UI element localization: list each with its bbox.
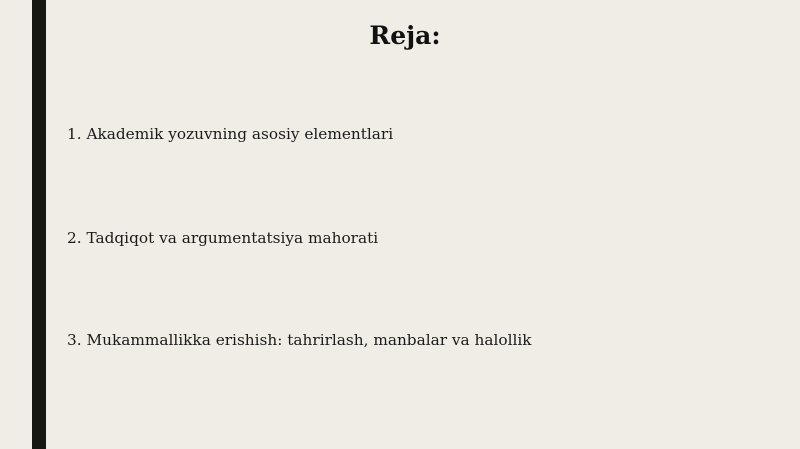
- plan-item-3: 3. Mukammallikka erishish: tahrirlash, manbalar va halollik: [67, 331, 532, 349]
- plan-item-1: 1. Akademik yozuvning asosiy elementlari: [67, 125, 394, 143]
- slide-title: Reja:: [369, 21, 441, 50]
- left-accent-bar: [32, 0, 46, 449]
- plan-item-2: 2. Tadqiqot va argumentatsiya mahorati: [67, 229, 379, 247]
